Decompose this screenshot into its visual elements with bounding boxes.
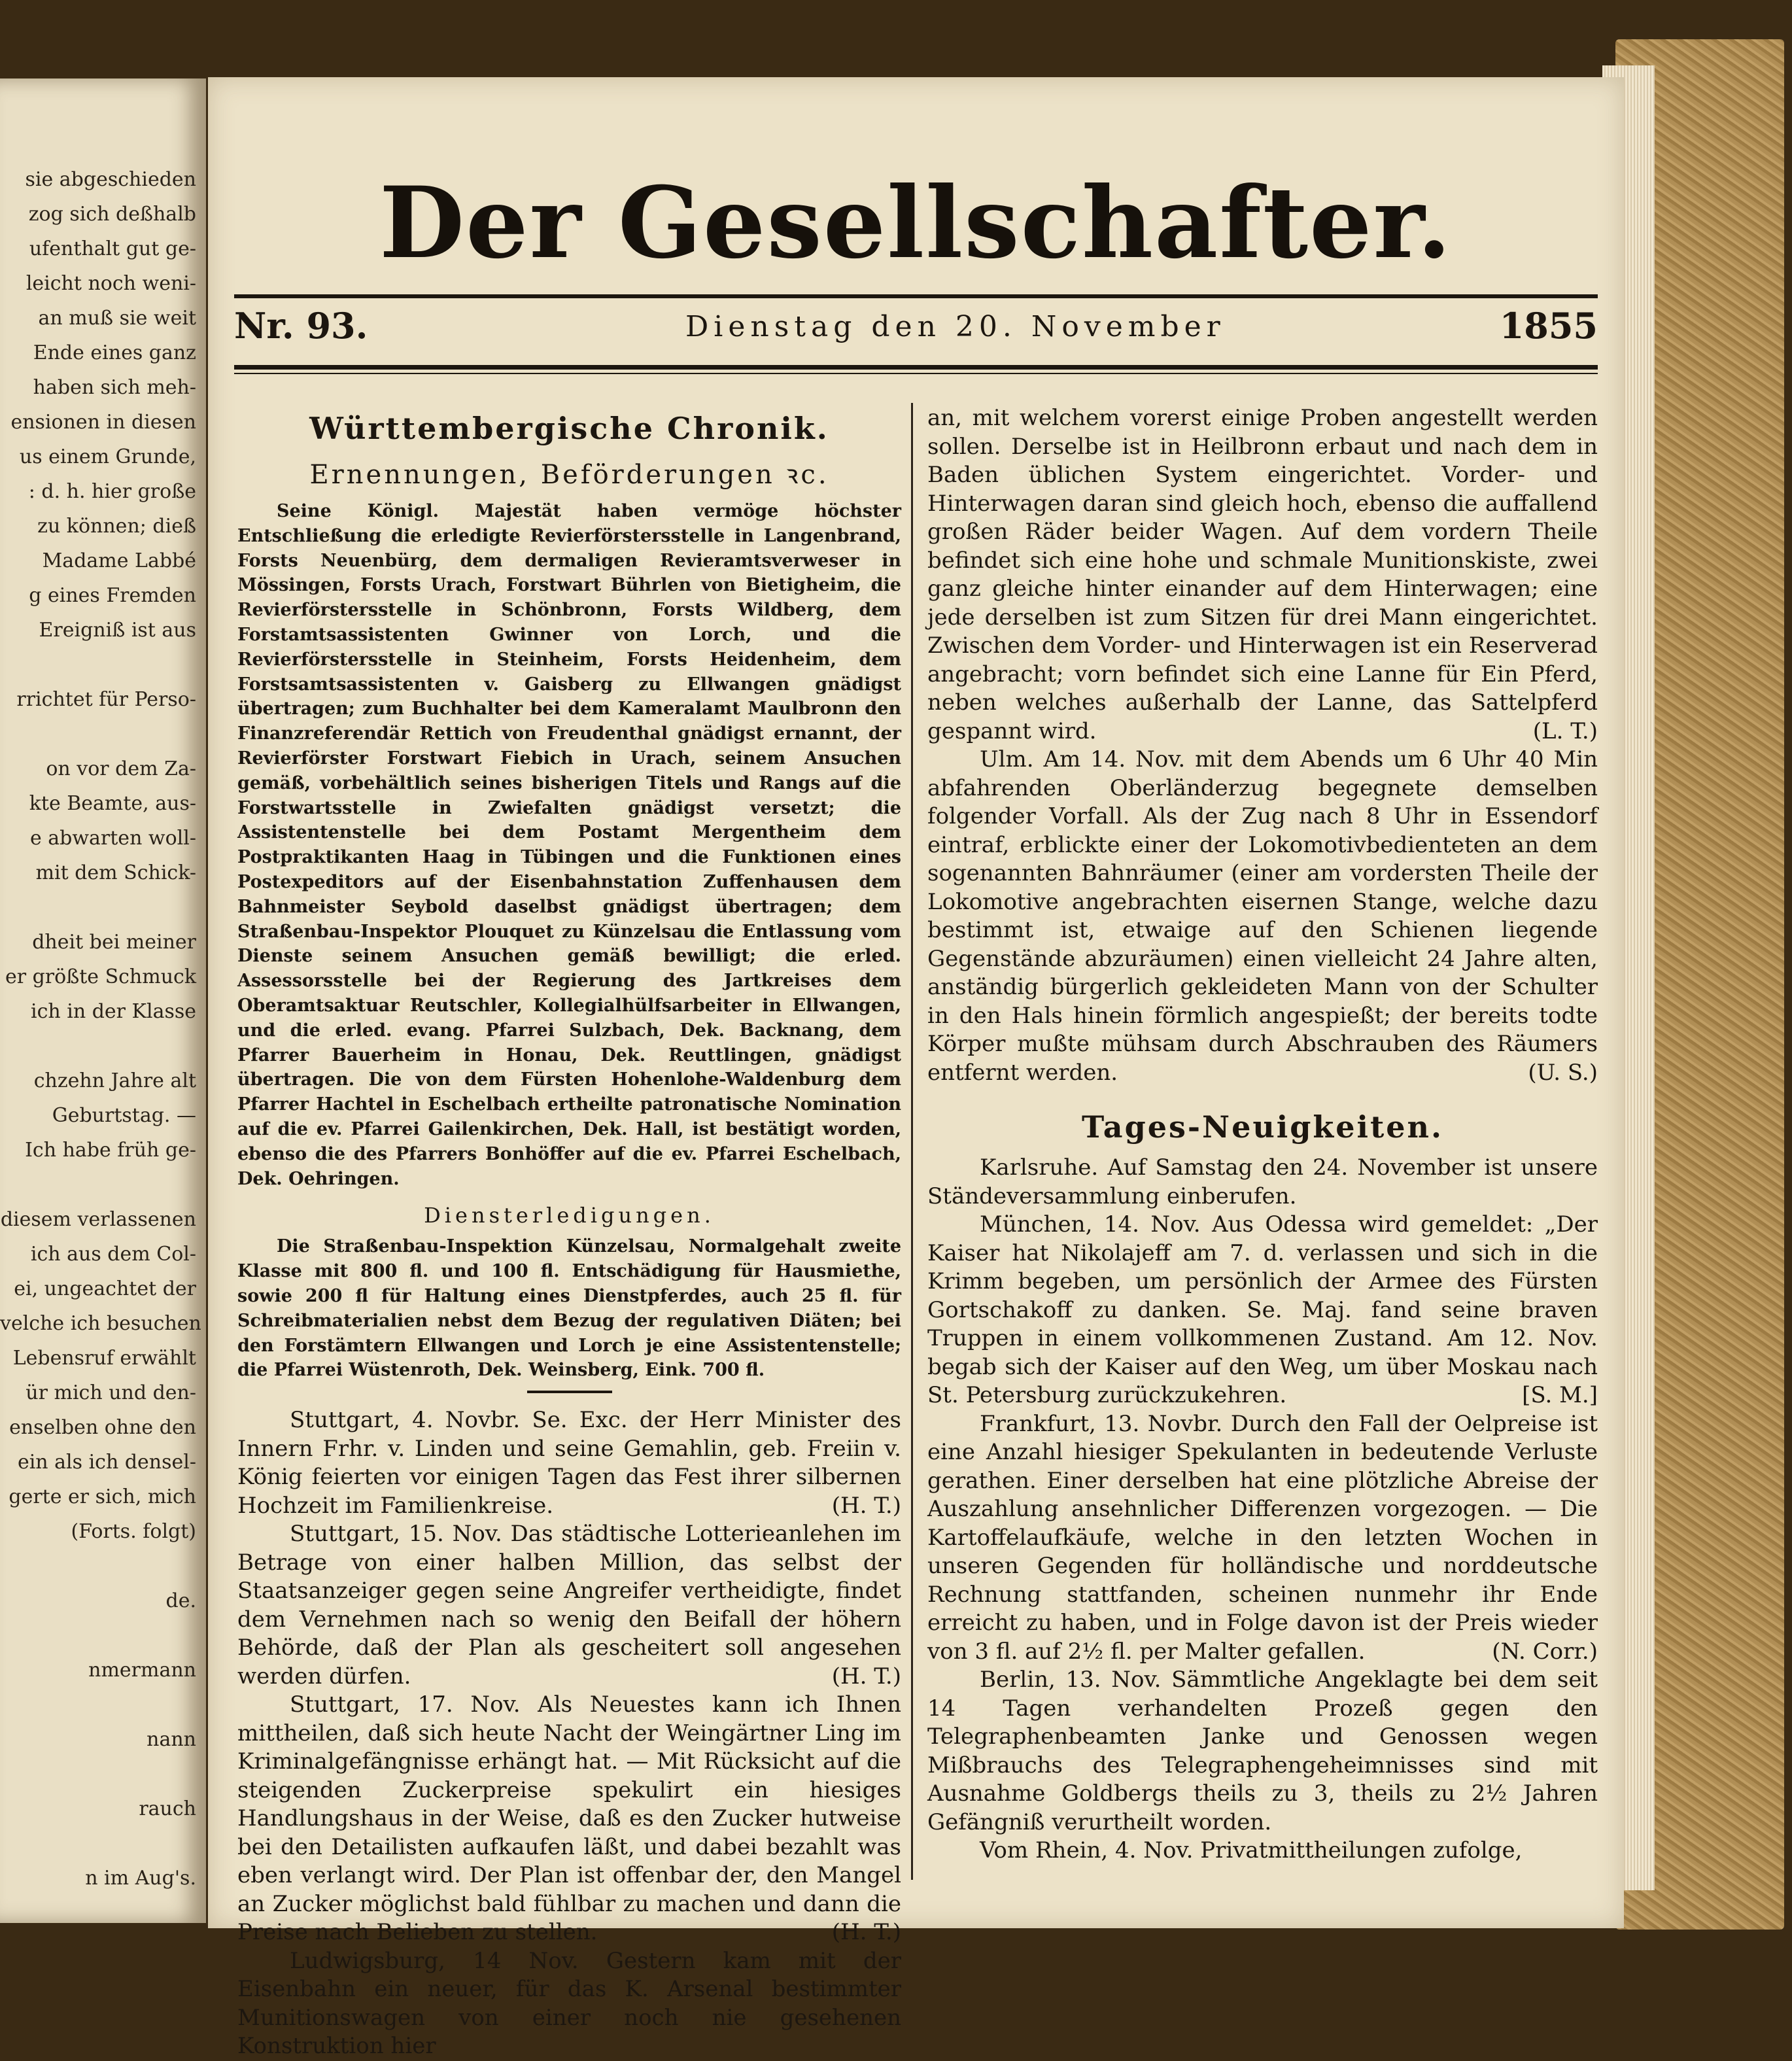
news-item bbox=[237, 1520, 901, 1691]
news-text: Karlsruhe. Auf Samstag den 24. November ist unsere Ständeversammlung einberufen. bbox=[927, 1154, 1598, 1209]
previous-page-line: zog sich deßhalb bbox=[28, 203, 196, 226]
previous-page-line: gerte er sich, mich bbox=[9, 1485, 196, 1508]
section-heading: Tages-Neuigkeiten. bbox=[1081, 1109, 1444, 1145]
previous-page-line: dheit bei meiner bbox=[32, 931, 196, 954]
news-item bbox=[927, 1666, 1598, 1837]
news-item bbox=[927, 1154, 1598, 1211]
vacancies-text: Die Straßenbau-Inspektion Künzelsau, Normalgehalt zweite Klasse mit 800 fl. und 100 fl. Entschädigung für Hausmiethe, sowie 200 fl für Haltung eines Dienstpferdes, auch 25 fl. für Schreibmaterialien nebst dem Bezug der regulativen Diäten; bei den Forstämtern Ellwangen und Lorch je eine Assistentenstelle; die Pfarrei Wüstenroth, Dek. Weinsberg, Eink. 700 fl. bbox=[237, 1236, 901, 1381]
previous-page-line: rauch bbox=[139, 1797, 196, 1820]
masthead-title: Der Gesellschafter. bbox=[379, 165, 1453, 281]
news-text: Ulm. Am 14. Nov. mit dem Abends um 6 Uhr 40 Min abfahrenden Oberländerzug begegnete demselben folgender Vorfall. Als der Zug nach 8 Uhr in Essendorf eintraf, erblickte einer der Lokomotivbedienteten an dem sogenannten Bahnräumer (einer am vordersten Theile der Lokomotive angebrachten eisernen Stange, welche dazu bestimmt ist, etwaige auf den Schienen liegende Gegenstände abzuräumen) einen vielleicht 24 Jahre alten, anständig bürgerlich gekleideten Mann von der Schulter in den Hals hinein förmlich angespießt; der bereits todte Körper mußte mühsam durch Abschrauben des Räumers entfernt werden. bbox=[927, 746, 1598, 1086]
issue-year: 1855 bbox=[1499, 305, 1598, 347]
news-item bbox=[927, 1837, 1598, 1865]
section-subheading: Ernennungen, Beförderungen ꝛc. bbox=[309, 460, 829, 490]
news-item bbox=[927, 404, 1598, 746]
news-source: (L. T.) bbox=[1532, 718, 1598, 744]
column-divider bbox=[911, 403, 913, 1880]
previous-page-line: enselben ohne den bbox=[9, 1416, 196, 1439]
news-item bbox=[237, 1947, 901, 2061]
right-column bbox=[927, 404, 1598, 1865]
appointments-text: Seine Königl. Majestät haben vermöge höchster Entschließung die erledigte Revierförstersstelle in Langenbrand, Forsts Neuenbürg, dem dermaligen Revieramtsverweser in Mössingen, Forsts Urach, Forstwart Bührlen von Bietigheim, die Revierförstersstelle in Schönbronn, Forsts Wildberg, dem Forstamtsassistenten Gwinner von Lorch, und die Revierförstersstelle in Steinheim, Forsts Heidenheim, dem Forstsamtsassistenten v. Gaisberg zu Ellwangen gnädigst übertragen; zum Buchhalter bei dem Kameralamt Maulbronn den Finanzreferendär Rettich von Freudenthal gnädigst ernannt, der Revierförster Forstwart Fiebich in Urach, seinem Ansuchen gemäß, vorbehältlich seines bisherigen Titels und Rangs auf die Forstwartsstelle in Zwiefalten gnädigst versetzt; die Assistentenstelle bei dem Postamt Mergentheim dem Postpraktikanten Haag in Tübingen und die Funktionen eines Postexpeditors auf der Eisenbahnstation Zuffenhausen dem Bahnmeister Seybold daselbst gnädigst übertragen; dem Straßenbau-Inspektor Plouquet zu Künzelsau die Entlassung vom Dienste seinem Ansuchen gemäß bewilligt; die erled. Assessorsstelle bei der Regierung des Jartkreises dem Oberamtsaktuar Reutschler, Kollegialhülfsarbeiter in Ellwangen, und die erled. evang. Pfarrei Sulzbach, Dek. Backnang, dem Pfarrer Bauerheim in Honau, Dek. Reuttlingen, gnädigst übertragen. Die von dem Fürsten Hohenlohe-Waldenburg dem Pfarrer Hachtel in Eschelbach ertheilte patronatische Nomination auf die ev. Pfarrei Gailenkirchen, Dek. Hall, ist bestätigt worden, ebenso die des Pfarrers Bonhöffer auf die ev. Pfarrei Eschelbach, Dek. Oehringen. bbox=[237, 501, 901, 1189]
news-source: (U. S.) bbox=[1528, 1059, 1598, 1086]
previous-page-line: sie abgeschieden bbox=[25, 168, 196, 191]
news-text: Berlin, 13. Nov. Sämmtliche Angeklagte bei dem seit 14 Tagen verhandelten Prozeß gegen den Telegraphenbeamten Janke und Genossen wegen Mißbrauchs des Telegraphengeheimnisses sind mit Ausnahme Goldbergs theils zu 3, theils zu 2½ Jahren Gefängniß verurtheilt worden. bbox=[927, 1667, 1598, 1835]
previous-page-line: ich aus dem Col- bbox=[30, 1243, 196, 1266]
previous-page-line: Madame Labbé bbox=[42, 549, 196, 572]
previous-page-line: on vor dem Za- bbox=[46, 757, 196, 780]
news-source: (H. T.) bbox=[831, 1492, 901, 1519]
previous-page-line: mit dem Schick- bbox=[35, 861, 196, 884]
news-item bbox=[927, 1410, 1598, 1667]
newspaper-page bbox=[208, 77, 1624, 2060]
issue-date: Dienstag den 20. November bbox=[685, 310, 1226, 343]
previous-page-line: us einem Grunde, bbox=[19, 445, 196, 468]
news-item bbox=[237, 1406, 901, 1520]
news-text: Stuttgart, 15. Nov. Das städtische Lotterieanlehen im Betrage von einer halben Million, das selbst der Staatsanzeiger gegen seine Angreifer vertheidigte, findet dem Vernehmen nach so wenig den Beifall der höhern Behörde, daß der Plan als gescheitert soll angesehen werden dürfen. bbox=[237, 1521, 901, 1689]
previous-page-line: (Forts. folgt) bbox=[71, 1520, 196, 1543]
news-list bbox=[237, 1406, 901, 2061]
news-source: (N. Corr.) bbox=[1492, 1638, 1598, 1665]
previous-page-line: rrichtet für Perso- bbox=[16, 688, 196, 711]
previous-page-line: nmermann bbox=[88, 1659, 196, 1682]
left-column bbox=[237, 404, 901, 2061]
news-text: an, mit welchem vorerst einige Proben angestellt werden sollen. Derselbe ist in Heilbronn erbaut und nach dem in Baden üblichen System eingerichtet. Vorder- und Hinterwagen daran sind gleich hoch, ebenso die auffallend großen Räder beider Wagen. Auf dem vordern Theile befindet sich eine hohe und schmale Munitionskiste, zwei ganz gleiche hinter einander auf dem Hinterwagen; eine jede derselben ist zum Sitzen für drei Mann eingerichtet. Zwischen dem Vorder- und Hinterwagen ist ein Reserverad angebracht; vorn befindet sich eine Lanne für Ein Pferd, neben welches außerhalb der Lanne, das Sattelpferd gespannt wird. bbox=[927, 405, 1598, 744]
previous-page-line: kte Beamte, aus- bbox=[29, 792, 196, 815]
previous-page-line: ufenthalt gut ge- bbox=[29, 237, 196, 260]
news-source: [S. M.] bbox=[1522, 1382, 1598, 1408]
previous-page-line: nann bbox=[146, 1728, 196, 1751]
issue-number: Nr. 93. bbox=[234, 305, 368, 347]
previous-page-line: chzehn Jahre alt bbox=[33, 1069, 196, 1092]
previous-page-line: velche ich besuchen bbox=[0, 1312, 201, 1335]
previous-page-line: n im Aug's. bbox=[85, 1867, 196, 1890]
rule bbox=[234, 373, 1598, 374]
news-item bbox=[927, 1211, 1598, 1410]
previous-page-line: e abwarten woll- bbox=[29, 827, 196, 850]
vacancies-heading: Diensterledigungen. bbox=[424, 1203, 715, 1228]
previous-page-line: Ende eines ganz bbox=[33, 341, 196, 364]
previous-page-line: leicht noch weni- bbox=[26, 272, 196, 295]
dateline bbox=[234, 305, 1598, 357]
previous-page bbox=[0, 78, 206, 1923]
previous-page-line: er größte Schmuck bbox=[5, 965, 196, 988]
previous-page-line: de. bbox=[165, 1589, 196, 1612]
previous-page-line: ensionen in diesen bbox=[10, 411, 196, 434]
previous-page-line: ei, ungeachtet der bbox=[14, 1277, 196, 1300]
previous-page-line: Geburtstag. — bbox=[52, 1104, 196, 1127]
news-text: Frankfurt, 13. Novbr. Durch den Fall der Oelpreise ist eine Anzahl hiesiger Spekulanten in bedeutende Verluste gerathen. Einer derselben hat eine plötzliche Abreise der Auszahlung ansehnlicher Differenzen vorgezogen. — Die Kartoffelaufkäufe, welche in den letzten Wochen in unseren Gegenden für holländische und norddeutsche Rechnung stattfanden, scheinen nunmehr ihr Ende erreicht zu haben, und in Folge davon ist der Preis wieder von 3 fl. auf 2½ fl. per Malter gefallen. bbox=[927, 1410, 1598, 1665]
previous-page-line: ür mich und den- bbox=[26, 1381, 196, 1404]
rule bbox=[234, 294, 1598, 298]
previous-page-line: ein als ich densel- bbox=[17, 1451, 196, 1474]
news-text: Vom Rhein, 4. Nov. Privatmittheilungen zufolge, bbox=[980, 1837, 1523, 1863]
news-item bbox=[237, 1691, 901, 1947]
previous-page-line: Ereigniß ist aus bbox=[39, 619, 196, 642]
rule bbox=[234, 365, 1598, 370]
previous-page-line: Ich habe früh ge- bbox=[25, 1139, 196, 1162]
news-text: Stuttgart, 4. Novbr. Se. Exc. der Herr Minister des Innern Frhr. v. Linden und seine Gemahlin, geb. Freiin v. König feierten vor einigen Tagen das Fest ihrer silbernen Hochzeit im Familienkreise. bbox=[237, 1407, 901, 1519]
news-text: Ludwigsburg, 14 Nov. Gestern kam mit der Eisenbahn ein neuer, für das K. Arsenal bestimmter Munitionswagen von einer noch nie gesehenen Konstruktion hier bbox=[237, 1947, 901, 2060]
news-text: München, 14. Nov. Aus Odessa wird gemeldet: „Der Kaiser hat Nikolajeff am 7. d. verlassen und sich in die Krimm begeben, um persönlich der Armee des Fürsten Gortschakoff zu danken. Se. Maj. fand seine braven Truppen in einem vollkommenen Zustand. Am 12. Nov. begab sich der Kaiser auf den Weg, um über Moskau nach St. Petersburg zurückzukehren. bbox=[927, 1211, 1598, 1408]
news-text: Stuttgart, 17. Nov. Als Neuestes kann ich Ihnen mittheilen, daß sich heute Nacht der Weingärtner Ling im Kriminalgefängnisse erhängt hat. — Mit Rücksicht auf die steigenden Zuckerpreise spekulirt ein hiesiges Handlungshaus in der Weise, daß es den Zucker hutweise bei den Detailisten aufkaufen läßt, und dabei bezahlt was eben verlangt wird. Der Plan ist offenbar der, den Mangel an Zucker möglichst bald fühlbar zu machen und dann die Preise nach Belieben zu stellen. bbox=[237, 1691, 901, 1946]
section-heading: Württembergische Chronik. bbox=[309, 411, 829, 446]
news-item bbox=[927, 746, 1598, 1087]
news-source: (H. T.) bbox=[831, 1663, 901, 1689]
previous-page-line: haben sich meh- bbox=[33, 376, 196, 399]
previous-page-line: diesem verlassenen bbox=[0, 1208, 196, 1231]
news-source: (H. T.) bbox=[831, 1919, 901, 1946]
previous-page-line: g eines Fremden bbox=[29, 584, 196, 607]
previous-page-line: zu können; dieß bbox=[37, 515, 196, 538]
previous-page-line: Lebensruf erwählt bbox=[12, 1347, 196, 1370]
previous-page-line: ich in der Klasse bbox=[31, 1000, 196, 1023]
previous-page-line: : d. h. hier große bbox=[28, 480, 196, 503]
previous-page-line: an muß sie weit bbox=[38, 307, 196, 330]
divider bbox=[527, 1391, 612, 1393]
